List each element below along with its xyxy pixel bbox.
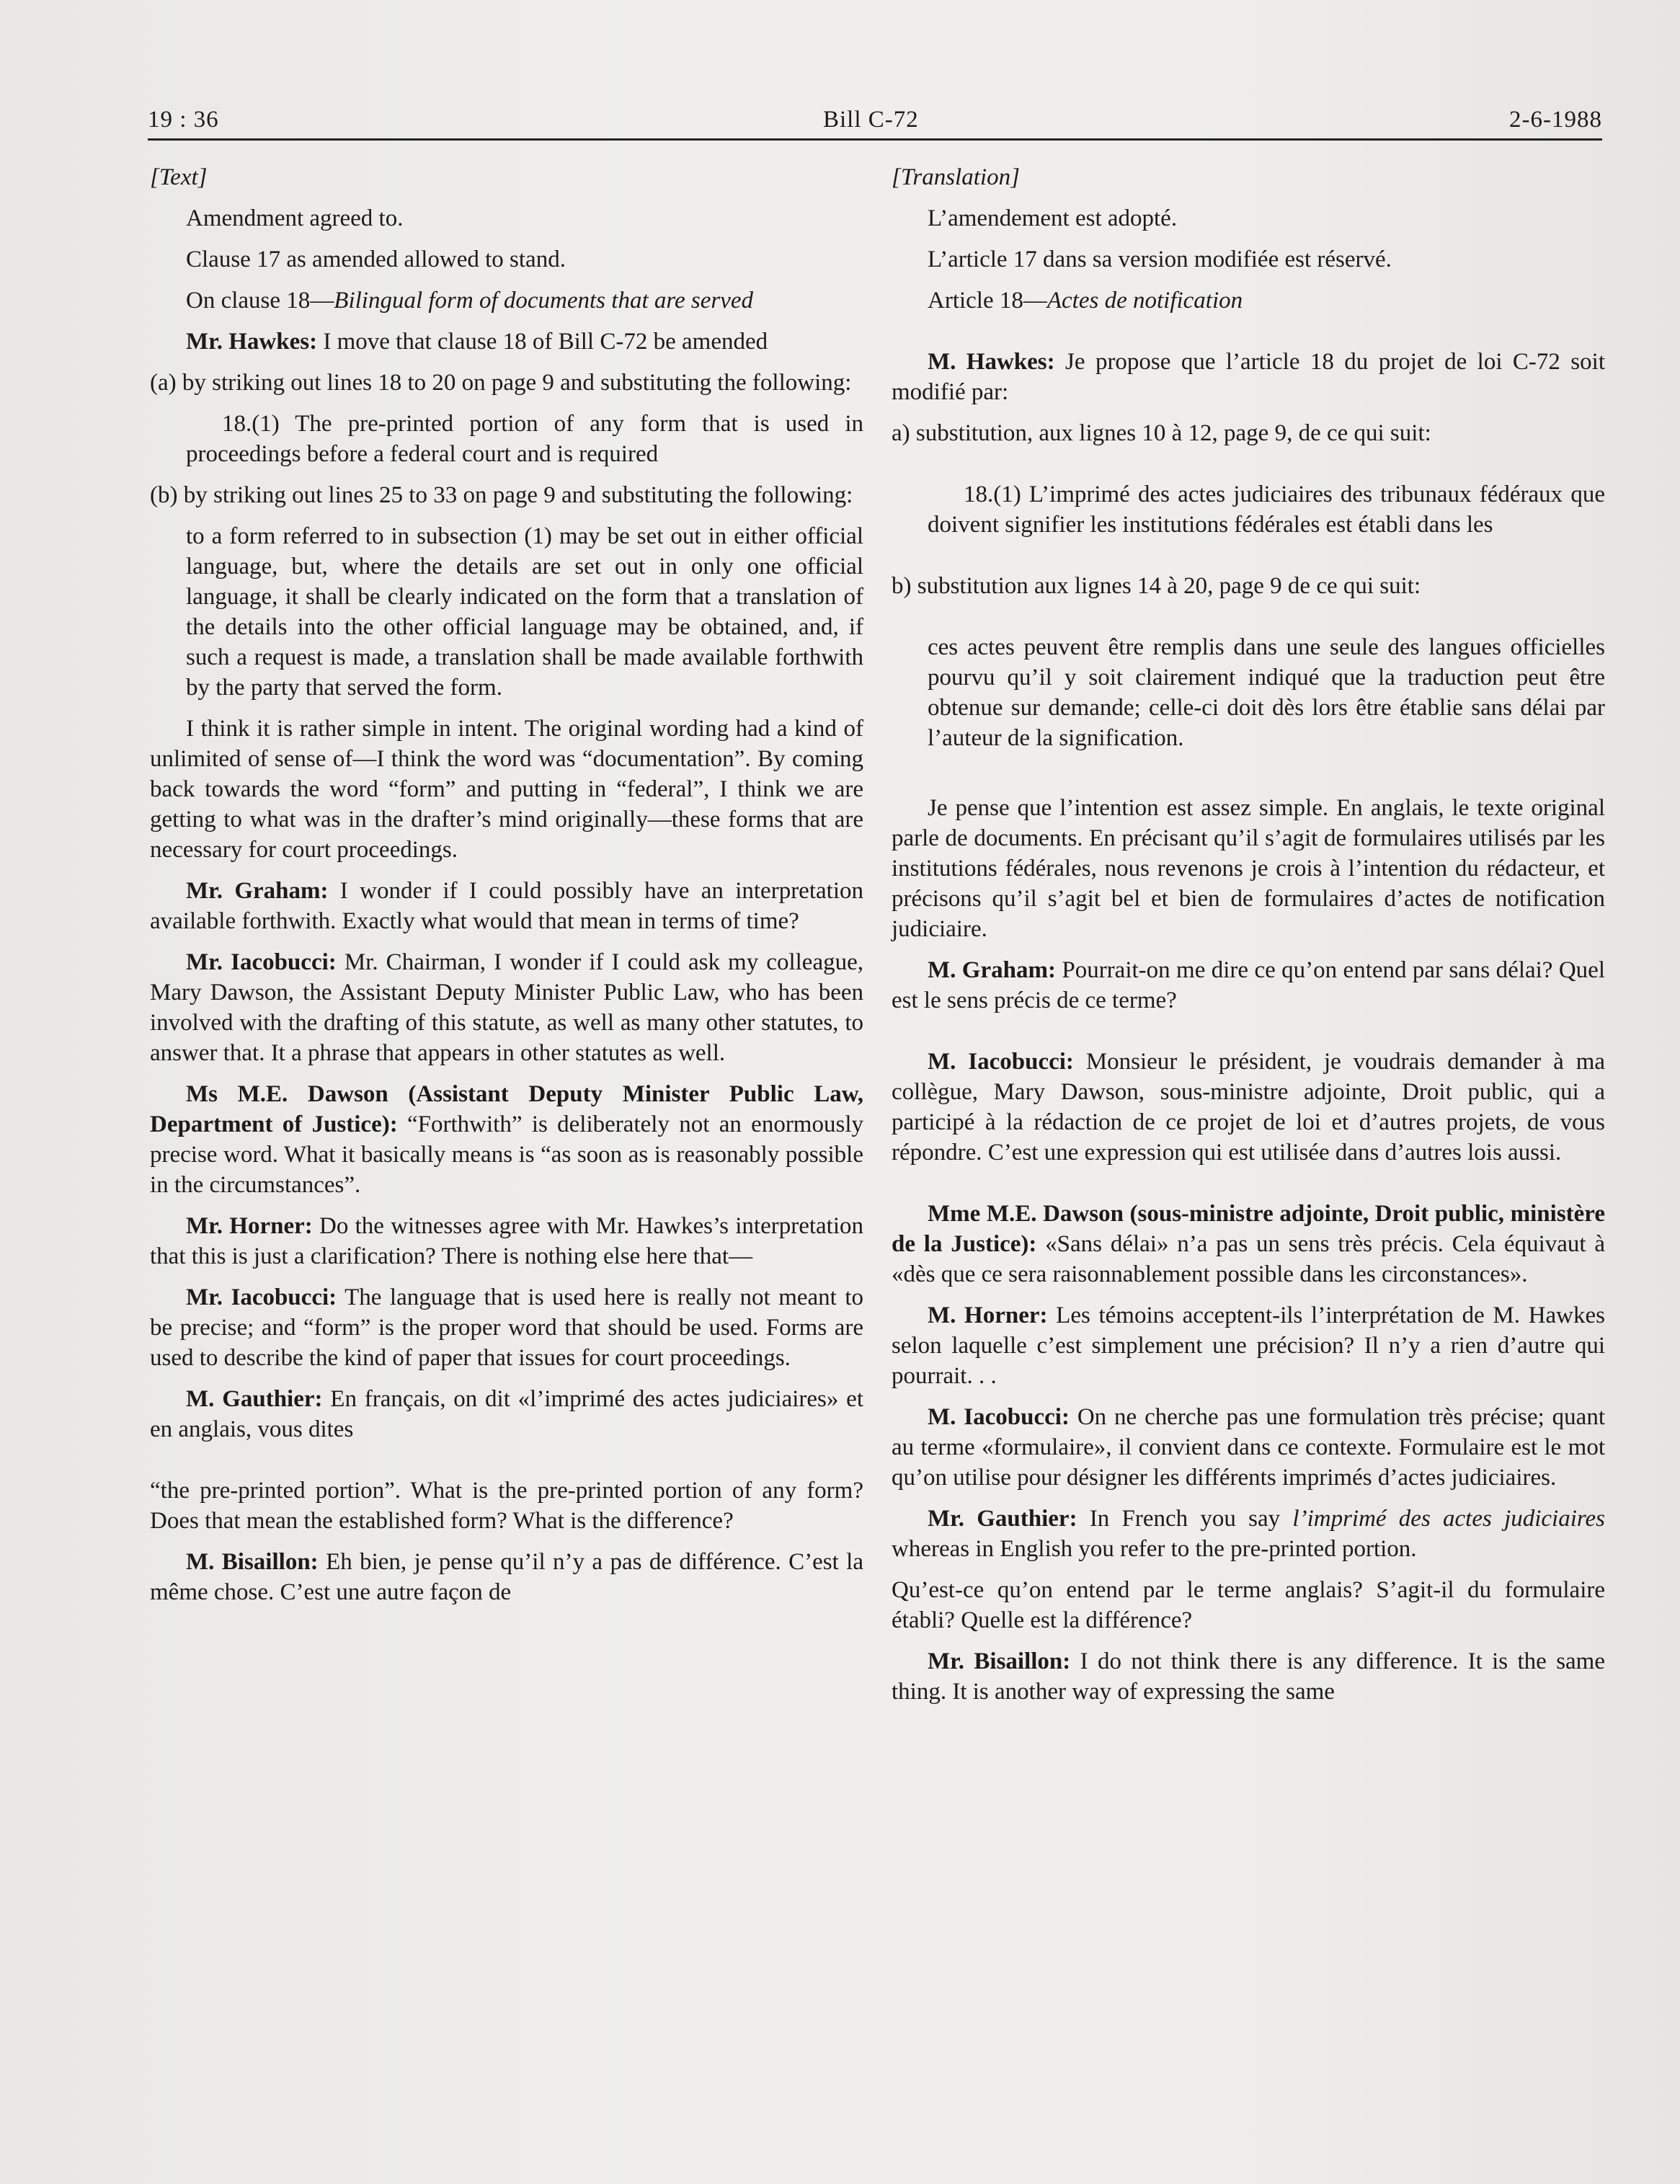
bill-title: Bill C-72 [823, 107, 919, 133]
speaker-name: Mr. Iacobucci: [186, 949, 337, 975]
speaker-name: Ms M.E. Dawson (Assistant Deputy Minister Public Law, Department of Justice): [150, 1081, 863, 1137]
clause-heading: Article 18—Actes de notification [928, 288, 1243, 314]
speaker-paragraph: Mr. Iacobucci: Mr. Chairman, I wonder if I could ask my colleague, Mary Dawson, the Assistant Deputy Minister Public Law, who has been involved with the drafting of this statute, as well as many other statutes, to answer that. It a phrase that appears in other statutes as well. [150, 949, 863, 1066]
spacer [150, 1455, 863, 1475]
paragraph: Qu’est-ce qu’on entend par le terme anglais? S’agit-il du formulaire établi? Quelle est la différence? [892, 1577, 1605, 1633]
column-label: [Translation] [892, 164, 1020, 190]
paragraph: I think it is rather simple in intent. The original wording had a kind of unlimited of sense of—I think the word was “documentation”. By coming back towards the word “form” and putting in “federal”, I think we are getting to what was in the drafter’s mind originally—these forms that are necessary for court proceedings. [150, 716, 863, 863]
speaker-paragraph: Mr. Horner: Do the witnesses agree with Mr. Hawkes’s interpretation that this is just a clarification? There is nothing else here that— [150, 1213, 863, 1269]
page-header [148, 107, 1602, 143]
spacer [892, 612, 1605, 632]
spacer [892, 1026, 1605, 1047]
speaker-name: Mr. Iacobucci: [186, 1284, 337, 1310]
paragraph: Clause 17 as amended allowed to stand. [186, 247, 566, 272]
speaker-name: M. Bisaillon: [186, 1549, 319, 1575]
quoted-text: 18.(1) L’imprimé des actes judiciaires des tribunaux fédéraux que doivent signifier les institutions fédérales est établi dans les [928, 481, 1605, 538]
paragraph: “the pre-printed portion”. What is the pre-printed portion of any form? Does that mean the established form? What is the difference? [150, 1478, 863, 1534]
paragraph: b) substitution aux lignes 14 à 20, page 9 de ce qui suit: [892, 573, 1421, 599]
quoted-text: 18.(1) The pre-printed portion of any form that is used in proceedings before a federal court and is required [186, 411, 863, 467]
speaker-paragraph: M. Iacobucci: On ne cherche pas une formulation très précise; quant au terme «formulaire», il convient dans ce contexte. Formulaire est le mot qu’on utilise pour désigner les différents imprimés d’actes judiciaires. [892, 1404, 1605, 1491]
speaker-paragraph: M. Iacobucci: Monsieur le président, je voudrais demander à ma collègue, Mary Dawson, sous-ministre adjointe, Droit public, qui a participé à la rédaction de ce projet de loi et d’autres projets, de vous répondre. C’est une expression qui est utilisée dans d’autres lois aussi. [892, 1049, 1606, 1166]
header-rule [148, 138, 1602, 141]
paragraph: L’article 17 dans sa version modifiée est réservé. [928, 247, 1392, 272]
spacer [892, 551, 1605, 571]
speaker-name: M. Gauthier: [186, 1386, 323, 1412]
speaker-name: Mr. Horner: [186, 1213, 313, 1239]
header-date: 2-6-1988 [1509, 107, 1602, 133]
speaker-paragraph: Mr. Hawkes: I move that clause 18 of Bill C-72 be amended [186, 329, 768, 355]
paragraph: Amendment agreed to. [186, 205, 404, 231]
speaker-paragraph: Ms M.E. Dawson (Assistant Deputy Minister Public Law, Department of Justice): “Forthwith” is deliberately not an enormously precise word. What it basically means is “as soon as is reasonably possible in the circumstances”. [150, 1081, 863, 1198]
speaker-name: M. Graham: [928, 957, 1056, 983]
speaker-name: Mme M.E. Dawson (sous-ministre adjointe, Droit public, ministère de la Justice): [892, 1201, 1605, 1257]
spacer [892, 1178, 1605, 1199]
speaker-name: Mr. Graham: [186, 878, 329, 904]
speaker-paragraph: Mr. Gauthier: In French you say l’imprimé des actes judiciaires whereas in English you refer to the pre-printed portion. [892, 1506, 1605, 1562]
french-column [892, 162, 1605, 1718]
speaker-name: Mr. Hawkes: [186, 329, 318, 355]
speaker-paragraph: M. Bisaillon: Eh bien, je pense qu’il n’y a pas de différence. C’est la même chose. C’est une autre façon de [150, 1549, 863, 1605]
paragraph: Je pense que l’intention est assez simple. En anglais, le texte original parle de documents. En précisant qu’il s’agit de formulaires utilisés par les institutions fédérales, nous revenons je crois à l’intention du rédacteur, et précisons qu’il s’agit bel et bien de formulaires d’actes de notification judiciaire. [892, 795, 1605, 942]
paragraph: a) substitution, aux lignes 10 à 12, page 9, de ce qui suit: [892, 420, 1431, 446]
spacer [892, 327, 1605, 347]
speaker-name: M. Horner: [928, 1302, 1048, 1328]
page-number: 19 : 36 [148, 107, 219, 133]
speaker-name: M. Iacobucci: [928, 1049, 1074, 1075]
speaker-paragraph: M. Gauthier: En français, on dit «l’imprimé des actes judiciaires» et en anglais, vous dites [150, 1386, 863, 1442]
quoted-text: to a form referred to in subsection (1) may be set out in either official language, but, where the details are set out in only one official language, it shall be clearly indicated on the form that a translation of the details into the other official language may be obtained, and, if such a request is made, a translation shall be made available forthwith by the party that served the form. [186, 523, 863, 701]
speaker-name: Mr. Bisaillon: [928, 1648, 1071, 1674]
spacer [892, 764, 1605, 793]
speaker-paragraph: M. Hawkes: Je propose que l’article 18 du projet de loi C-72 soit modifié par: [892, 349, 1605, 405]
paragraph: (a) by striking out lines 18 to 20 on page 9 and substituting the following: [150, 370, 852, 396]
speaker-paragraph: Mr. Iacobucci: The language that is used here is really not meant to be precise; and “form” is the proper word that should be used. Forms are used to describe the kind of paper that issues for court proceedings. [150, 1284, 863, 1371]
paragraph: L’amendement est adopté. [928, 205, 1178, 231]
speaker-name: Mr. Gauthier: [928, 1506, 1077, 1532]
clause-heading: On clause 18—Bilingual form of documents that are served [186, 288, 754, 314]
speaker-paragraph: Mr. Graham: I wonder if I could possibly have an interpretation available forthwith. Exactly what would that mean in terms of time? [150, 878, 863, 934]
speaker-paragraph: Mme M.E. Dawson (sous-ministre adjointe, Droit public, ministère de la Justice): «Sans délai» n’a pas un sens très précis. Cela équivaut à «dès que ce sera raisonnablement possible dans les circonstances». [892, 1201, 1606, 1287]
speaker-name: M. Hawkes: [928, 349, 1055, 375]
speaker-paragraph: M. Graham: Pourrait-on me dire ce qu’on entend par sans délai? Quel est le sens précis de ce terme? [892, 957, 1605, 1013]
quoted-text: ces actes peuvent être remplis dans une seule des langues officielles pourvu qu’il y soit clairement indiqué que la traduction peut être obtenue sur demande; celle-ci doit dès lors être établie sans délai par l’auteur de la signification. [928, 634, 1605, 751]
speaker-paragraph: M. Horner: Les témoins acceptent-ils l’interprétation de M. Hawkes selon laquelle c’est simplement une précision? Il n’y a rien d’autre qui pourrait. . . [892, 1302, 1605, 1389]
english-column [150, 162, 863, 1618]
column-label: [Text] [150, 164, 208, 190]
paragraph: (b) by striking out lines 25 to 33 on page 9 and substituting the following: [150, 482, 853, 508]
spacer [892, 459, 1605, 479]
speaker-paragraph: Mr. Bisaillon: I do not think there is any difference. It is the same thing. It is another way of expressing the same [892, 1648, 1605, 1705]
speaker-name: M. Iacobucci: [928, 1404, 1070, 1430]
